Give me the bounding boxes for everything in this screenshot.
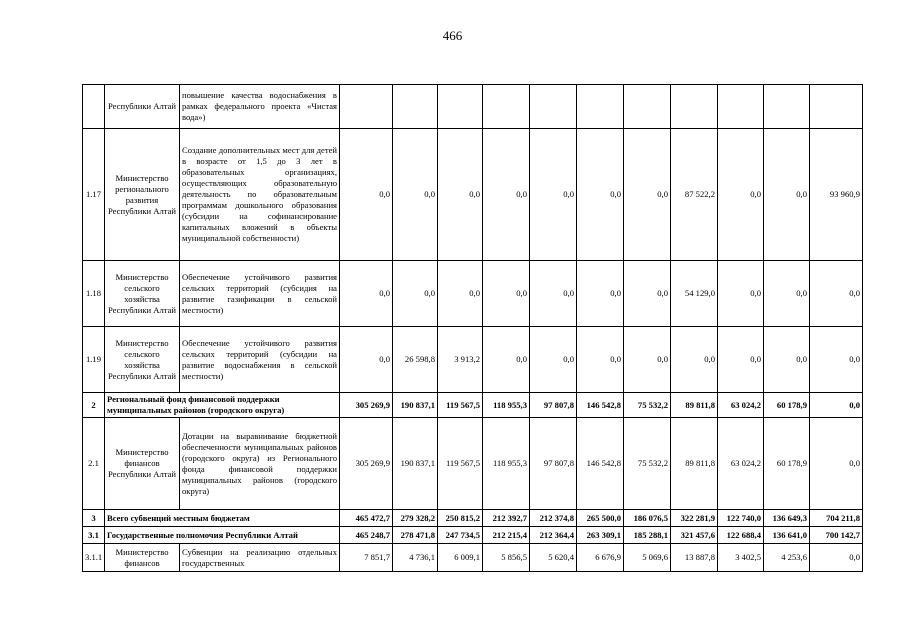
value-cell	[718, 85, 764, 129]
value-cell: 704 211,8	[810, 510, 863, 527]
value-cell	[438, 85, 483, 129]
description-cell: Обеспечение устойчивого развития сельских территорий (субсидия на развитие газификации в сельской местности)	[180, 261, 340, 327]
row-code: 1.17	[83, 129, 105, 261]
value-cell: 122 740,0	[718, 510, 764, 527]
value-cell: 263 309,1	[577, 527, 624, 544]
table-row	[83, 527, 863, 544]
value-cell: 60 178,9	[764, 418, 810, 510]
value-cell: 250 815,2	[438, 510, 483, 527]
value-cell: 63 024,2	[718, 393, 764, 418]
value-cell: 0,0	[438, 129, 483, 261]
value-cell	[483, 85, 530, 129]
value-cell: 190 837,1	[393, 418, 438, 510]
value-cell: 87 522,2	[671, 129, 718, 261]
value-cell: 7 851,7	[340, 544, 393, 572]
value-cell: 93 960,9	[810, 129, 863, 261]
executor-cell: Министерство регионального развития Республики Алтай	[105, 129, 180, 261]
value-cell: 0,0	[530, 129, 577, 261]
description-cell: Дотации на выравнивание бюджетной обеспеченности муниципальных районов (городского округа) из Регионального фонда финансовой поддержки муниципальных районов (городского округа)	[180, 418, 340, 510]
value-cell: 322 281,9	[671, 510, 718, 527]
value-cell: 3 913,2	[438, 327, 483, 393]
value-cell: 0,0	[340, 129, 393, 261]
value-cell: 3 402,5	[718, 544, 764, 572]
table-row	[83, 393, 863, 418]
value-cell: 119 567,5	[438, 418, 483, 510]
page-number: 466	[442, 28, 463, 43]
value-cell: 5 856,5	[483, 544, 530, 572]
value-cell: 279 328,2	[393, 510, 438, 527]
value-cell: 0,0	[624, 327, 671, 393]
value-cell: 0,0	[671, 327, 718, 393]
executor-cell: Министерство сельского хозяйства Республики Алтай	[105, 261, 180, 327]
value-cell: 0,0	[393, 261, 438, 327]
table-row	[83, 85, 863, 129]
value-cell	[530, 85, 577, 129]
value-cell: 0,0	[810, 418, 863, 510]
value-cell: 305 269,9	[340, 418, 393, 510]
budget-table	[82, 84, 863, 572]
row-title: Государственные полномочия Республики Алтай	[105, 527, 340, 544]
value-cell	[340, 85, 393, 129]
value-cell: 75 532,2	[624, 393, 671, 418]
value-cell: 0,0	[718, 129, 764, 261]
table-row	[83, 129, 863, 261]
value-cell: 247 734,5	[438, 527, 483, 544]
value-cell: 0,0	[530, 261, 577, 327]
value-cell: 146 542,8	[577, 393, 624, 418]
value-cell: 75 532,2	[624, 418, 671, 510]
value-cell: 0,0	[393, 129, 438, 261]
row-code: 1.19	[83, 327, 105, 393]
value-cell: 122 688,4	[718, 527, 764, 544]
value-cell: 0,0	[810, 261, 863, 327]
value-cell: 465 472,7	[340, 510, 393, 527]
description-cell: повышение качества водоснабжения в рамках федерального проекта «Чистая вода»)	[180, 85, 340, 129]
value-cell: 6 009,1	[438, 544, 483, 572]
value-cell: 186 076,5	[624, 510, 671, 527]
value-cell: 0,0	[530, 327, 577, 393]
value-cell	[393, 85, 438, 129]
value-cell	[764, 85, 810, 129]
value-cell: 6 676,9	[577, 544, 624, 572]
value-cell: 0,0	[483, 327, 530, 393]
value-cell: 212 215,4	[483, 527, 530, 544]
value-cell	[577, 85, 624, 129]
value-cell: 97 807,8	[530, 418, 577, 510]
value-cell: 89 811,8	[671, 418, 718, 510]
description-cell: Обеспечение устойчивого развития сельских территорий (субсидии на развитие водоснабжения в сельской местности)	[180, 327, 340, 393]
description-cell: Создание дополнительных мест для детей в возрасте от 1,5 до 3 лет в образовательных организациях, осуществляющих образовательную деятельность по образовательным программам дошкольного образования (субсидии на софинансирование капитальных вложений в объекты муниципальной собственности)	[180, 129, 340, 261]
value-cell: 212 374,8	[530, 510, 577, 527]
value-cell: 0,0	[718, 327, 764, 393]
row-title: Всего субвенций местным бюджетам	[105, 510, 340, 527]
value-cell: 13 887,8	[671, 544, 718, 572]
value-cell: 26 598,8	[393, 327, 438, 393]
value-cell: 0,0	[718, 261, 764, 327]
value-cell: 0,0	[624, 129, 671, 261]
value-cell: 0,0	[483, 261, 530, 327]
executor-cell: Министерство сельского хозяйства Республики Алтай	[105, 327, 180, 393]
value-cell: 305 269,9	[340, 393, 393, 418]
value-cell: 60 178,9	[764, 393, 810, 418]
value-cell: 0,0	[764, 129, 810, 261]
value-cell: 0,0	[577, 261, 624, 327]
row-code: 1.18	[83, 261, 105, 327]
executor-cell: Министерство финансов	[105, 544, 180, 572]
table-row	[83, 418, 863, 510]
value-cell: 0,0	[577, 327, 624, 393]
row-code: 2	[83, 393, 105, 418]
table-row	[83, 261, 863, 327]
value-cell: 185 288,1	[624, 527, 671, 544]
row-code: 3	[83, 510, 105, 527]
value-cell: 118 955,3	[483, 418, 530, 510]
value-cell: 119 567,5	[438, 393, 483, 418]
value-cell	[810, 85, 863, 129]
table-row	[83, 510, 863, 527]
value-cell: 465 248,7	[340, 527, 393, 544]
value-cell: 136 641,0	[764, 527, 810, 544]
value-cell: 0,0	[764, 327, 810, 393]
value-cell: 212 392,7	[483, 510, 530, 527]
value-cell: 63 024,2	[718, 418, 764, 510]
executor-cell: Министерство финансов Республики Алтай	[105, 418, 180, 510]
value-cell: 212 364,4	[530, 527, 577, 544]
value-cell: 89 811,8	[671, 393, 718, 418]
value-cell: 54 129,0	[671, 261, 718, 327]
value-cell	[671, 85, 718, 129]
value-cell: 5 069,6	[624, 544, 671, 572]
value-cell: 0,0	[340, 261, 393, 327]
row-title: Региональный фонд финансовой поддержки муниципальных районов (городского округа)	[105, 393, 340, 418]
table-row	[83, 544, 863, 572]
row-code: 3.1.1	[83, 544, 105, 572]
row-code: 2.1	[83, 418, 105, 510]
value-cell: 4 253,6	[764, 544, 810, 572]
value-cell: 0,0	[810, 393, 863, 418]
row-code: 3.1	[83, 527, 105, 544]
value-cell: 190 837,1	[393, 393, 438, 418]
value-cell: 0,0	[577, 129, 624, 261]
value-cell: 0,0	[810, 544, 863, 572]
value-cell: 4 736,1	[393, 544, 438, 572]
value-cell: 0,0	[438, 261, 483, 327]
value-cell: 97 807,8	[530, 393, 577, 418]
description-cell: Субвенции на реализацию отдельных государственных	[180, 544, 340, 572]
executor-cell: Республики Алтай	[105, 85, 180, 129]
value-cell: 0,0	[483, 129, 530, 261]
value-cell: 0,0	[624, 261, 671, 327]
value-cell: 0,0	[810, 327, 863, 393]
table-row	[83, 327, 863, 393]
value-cell: 265 500,0	[577, 510, 624, 527]
value-cell: 146 542,8	[577, 418, 624, 510]
value-cell	[624, 85, 671, 129]
value-cell: 321 457,6	[671, 527, 718, 544]
value-cell: 278 471,8	[393, 527, 438, 544]
value-cell: 118 955,3	[483, 393, 530, 418]
value-cell: 5 620,4	[530, 544, 577, 572]
value-cell: 0,0	[340, 327, 393, 393]
value-cell: 136 649,3	[764, 510, 810, 527]
row-code	[83, 85, 105, 129]
value-cell: 0,0	[764, 261, 810, 327]
value-cell: 700 142,7	[810, 527, 863, 544]
